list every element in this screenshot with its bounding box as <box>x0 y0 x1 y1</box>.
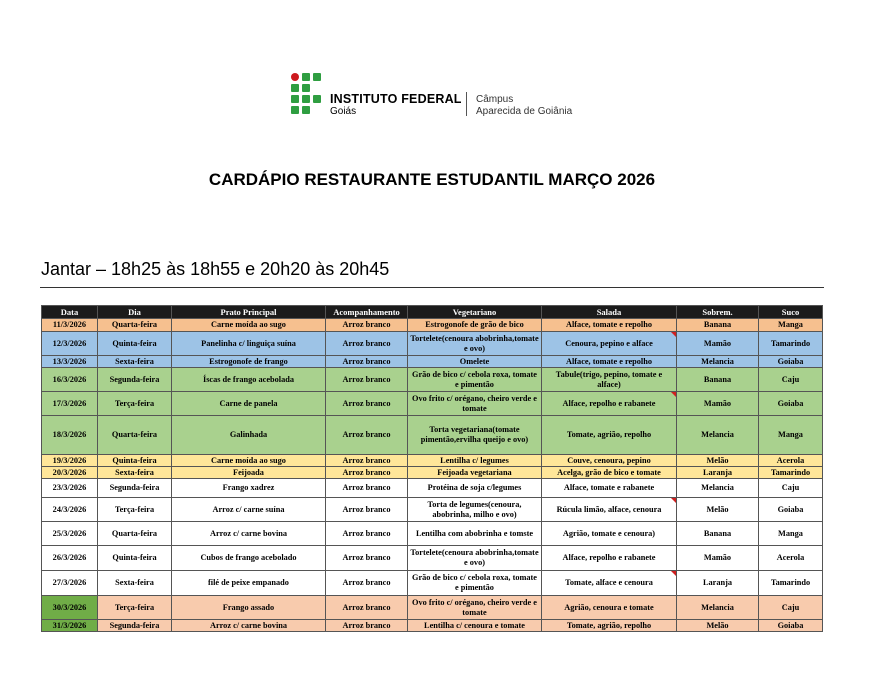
campus-label: Câmpus <box>476 94 514 105</box>
cell-date: 13/3/2026 <box>42 356 98 368</box>
cell-vegetarian: Omelete <box>408 356 542 368</box>
cell-side-dish: Arroz branco <box>326 455 408 467</box>
table-row <box>42 356 823 368</box>
meal-schedule: Jantar – 18h25 às 18h55 e 20h20 às 20h45 <box>41 259 390 279</box>
cell-day: Terça-feira <box>98 392 172 416</box>
cell-salad: Alface, tomate e rabanete <box>542 479 677 498</box>
header-data: Data <box>42 306 98 319</box>
cell-salad: Tomate, agrião, repolho <box>542 416 677 455</box>
cell-vegetarian: Ovo frito c/ orégano, cheiro verde e tomate <box>408 596 542 620</box>
cell-vegetarian: Lentilha c/ cenoura e tomate <box>408 620 542 632</box>
cell-main-dish: Arroz c/ carne bovina <box>172 620 326 632</box>
cell-day: Segunda-feira <box>98 620 172 632</box>
cell-day: Quarta-feira <box>98 522 172 546</box>
cell-vegetarian: Grão de bico c/ cebola roxa, tomate e pimentão <box>408 368 542 392</box>
cell-side-dish: Arroz branco <box>326 368 408 392</box>
cell-date: 25/3/2026 <box>42 522 98 546</box>
cell-date: 31/3/2026 <box>42 620 98 632</box>
cell-juice: Goiaba <box>759 392 823 416</box>
cell-vegetarian: Feijoada vegetariana <box>408 467 542 479</box>
cell-vegetarian: Protéina de soja c/legumes <box>408 479 542 498</box>
cell-dessert: Mamão <box>677 546 759 571</box>
cell-main-dish: Frango assado <box>172 596 326 620</box>
cell-day: Quarta-feira <box>98 416 172 455</box>
header-acompanhamento: Acompanhamento <box>326 306 408 319</box>
cell-vegetarian: Lentilha c/ legumes <box>408 455 542 467</box>
table-row <box>42 416 823 455</box>
cell-salad: Alface, repolho e rabanete <box>542 546 677 571</box>
logo-name: INSTITUTO FEDERAL <box>330 92 462 106</box>
cell-dessert: Laranja <box>677 571 759 596</box>
cell-main-dish: Feijoada <box>172 467 326 479</box>
institute-logo <box>290 72 580 120</box>
cell-main-dish: Cubos de frango acebolado <box>172 546 326 571</box>
cell-juice: Caju <box>759 596 823 620</box>
cell-day: Quinta-feira <box>98 455 172 467</box>
cell-salad: Rúcula limão, alface, cenoura <box>542 498 677 522</box>
cell-main-dish: Galinhada <box>172 416 326 455</box>
cell-side-dish: Arroz branco <box>326 546 408 571</box>
table-row <box>42 596 823 620</box>
cell-salad: Tomate, alface e cenoura <box>542 571 677 596</box>
cell-juice: Manga <box>759 319 823 332</box>
menu-table <box>41 305 823 632</box>
cell-juice: Caju <box>759 479 823 498</box>
cell-juice: Goiaba <box>759 498 823 522</box>
page-title: CARDÁPIO RESTAURANTE ESTUDANTIL MARÇO 2026 <box>208 170 656 189</box>
cell-juice: Goiaba <box>759 356 823 368</box>
header-suco: Suco <box>759 306 823 319</box>
cell-date: 23/3/2026 <box>42 479 98 498</box>
cell-dessert: Melancia <box>677 479 759 498</box>
table-row <box>42 546 823 571</box>
cell-main-dish: Carne moída ao sugo <box>172 455 326 467</box>
divider-line <box>40 287 824 288</box>
cell-salad: Alface, tomate e repolho <box>542 356 677 368</box>
cell-dessert: Melancia <box>677 356 759 368</box>
cell-day: Terça-feira <box>98 596 172 620</box>
cell-vegetarian: Lentilha com abobrinha e tomste <box>408 522 542 546</box>
cell-side-dish: Arroz branco <box>326 620 408 632</box>
table-row <box>42 392 823 416</box>
table-row <box>42 620 823 632</box>
cell-side-dish: Arroz branco <box>326 479 408 498</box>
cell-juice: Manga <box>759 522 823 546</box>
cell-salad: Cenoura, pepino e alface <box>542 332 677 356</box>
table-row <box>42 319 823 332</box>
cell-vegetarian: Torta de legumes(cenoura, abobrinha, milho e ovo) <box>408 498 542 522</box>
cell-date: 19/3/2026 <box>42 455 98 467</box>
cell-main-dish: Frango xadrez <box>172 479 326 498</box>
cell-salad: Alface, repolho e rabanete <box>542 392 677 416</box>
cell-side-dish: Arroz branco <box>326 416 408 455</box>
table-row <box>42 455 823 467</box>
cell-side-dish: Arroz branco <box>326 467 408 479</box>
cell-side-dish: Arroz branco <box>326 392 408 416</box>
cell-side-dish: Arroz branco <box>326 332 408 356</box>
cell-vegetarian: Torta vegetariana(tomate pimentão,ervilha queijo e ovo) <box>408 416 542 455</box>
table-row <box>42 368 823 392</box>
cell-date: 12/3/2026 <box>42 332 98 356</box>
cell-salad: Agrião, cenoura e tomate <box>542 596 677 620</box>
cell-salad: Agrião, tomate e cenoura) <box>542 522 677 546</box>
cell-day: Segunda-feira <box>98 479 172 498</box>
cell-main-dish: Arroz c/ carne suína <box>172 498 326 522</box>
cell-juice: Tamarindo <box>759 571 823 596</box>
cell-dessert: Melão <box>677 455 759 467</box>
cell-dessert: Banana <box>677 319 759 332</box>
cell-juice: Acerola <box>759 546 823 571</box>
cell-main-dish: Estrogonofe de frango <box>172 356 326 368</box>
cell-dessert: Banana <box>677 368 759 392</box>
logo-divider <box>466 92 467 116</box>
cell-side-dish: Arroz branco <box>326 356 408 368</box>
cell-vegetarian: Ovo frito c/ orégano, cheiro verde e tomate <box>408 392 542 416</box>
cell-date: 11/3/2026 <box>42 319 98 332</box>
cell-date: 18/3/2026 <box>42 416 98 455</box>
cell-day: Sexta-feira <box>98 467 172 479</box>
cell-dessert: Laranja <box>677 467 759 479</box>
cell-juice: Acerola <box>759 455 823 467</box>
cell-day: Sexta-feira <box>98 356 172 368</box>
cell-main-dish: Arroz c/ carne bovina <box>172 522 326 546</box>
cell-main-dish: Carne moída ao sugo <box>172 319 326 332</box>
cell-juice: Tamarindo <box>759 332 823 356</box>
cell-vegetarian: Grão de bico c/ cebola roxa, tomate e pimentão <box>408 571 542 596</box>
header-vegetariano: Vegetariano <box>408 306 542 319</box>
cell-date: 16/3/2026 <box>42 368 98 392</box>
cell-date: 26/3/2026 <box>42 546 98 571</box>
cell-dessert: Melancia <box>677 416 759 455</box>
cell-date: 17/3/2026 <box>42 392 98 416</box>
cell-side-dish: Arroz branco <box>326 498 408 522</box>
cell-dessert: Banana <box>677 522 759 546</box>
table-row <box>42 332 823 356</box>
table-row <box>42 571 823 596</box>
logo-state: Goiás <box>330 106 357 117</box>
cell-salad: Alface, tomate e repolho <box>542 319 677 332</box>
cell-vegetarian: Tortelete(cenoura abobrinha,tomate e ovo) <box>408 332 542 356</box>
cell-main-dish: Íscas de frango acebolada <box>172 368 326 392</box>
cell-main-dish: Panelinha c/ linguiça suína <box>172 332 326 356</box>
cell-side-dish: Arroz branco <box>326 571 408 596</box>
cell-dessert: Melão <box>677 620 759 632</box>
cell-juice: Caju <box>759 368 823 392</box>
cell-salad: Tabule(trigo, pepino, tomate e alface) <box>542 368 677 392</box>
table-row <box>42 479 823 498</box>
cell-day: Quarta-feira <box>98 319 172 332</box>
cell-date: 24/3/2026 <box>42 498 98 522</box>
cell-day: Terça-feira <box>98 498 172 522</box>
cell-side-dish: Arroz branco <box>326 596 408 620</box>
cell-side-dish: Arroz branco <box>326 522 408 546</box>
table-row <box>42 467 823 479</box>
institute-logo-icon <box>290 72 326 116</box>
cell-main-dish: filé de peixe empanado <box>172 571 326 596</box>
cell-date: 27/3/2026 <box>42 571 98 596</box>
cell-date: 30/3/2026 <box>42 596 98 620</box>
table-row <box>42 498 823 522</box>
header-sobremesa: Sobrem. <box>677 306 759 319</box>
cell-side-dish: Arroz branco <box>326 319 408 332</box>
cell-vegetarian: Tortelete(cenoura abobrinha,tomate e ovo) <box>408 546 542 571</box>
header-dia: Dia <box>98 306 172 319</box>
cell-dessert: Melancia <box>677 596 759 620</box>
cell-juice: Tamarindo <box>759 467 823 479</box>
cell-day: Segunda-feira <box>98 368 172 392</box>
cell-main-dish: Carne de panela <box>172 392 326 416</box>
cell-salad: Couve, cenoura, pepino <box>542 455 677 467</box>
header-prato-principal: Prato Principal <box>172 306 326 319</box>
cell-day: Quinta-feira <box>98 332 172 356</box>
cell-day: Quinta-feira <box>98 546 172 571</box>
cell-dessert: Mamão <box>677 392 759 416</box>
cell-day: Sexta-feira <box>98 571 172 596</box>
header-salada: Salada <box>542 306 677 319</box>
cell-vegetarian: Estrogonofe de grão de bico <box>408 319 542 332</box>
cell-juice: Manga <box>759 416 823 455</box>
table-row <box>42 522 823 546</box>
cell-dessert: Mamão <box>677 332 759 356</box>
cell-salad: Acelga, grão de bico e tomate <box>542 467 677 479</box>
campus-name: Aparecida de Goiânia <box>476 106 573 117</box>
cell-date: 20/3/2026 <box>42 467 98 479</box>
table-header-row <box>42 306 823 319</box>
cell-dessert: Melão <box>677 498 759 522</box>
cell-salad: Tomate, agrião, repolho <box>542 620 677 632</box>
cell-juice: Goiaba <box>759 620 823 632</box>
